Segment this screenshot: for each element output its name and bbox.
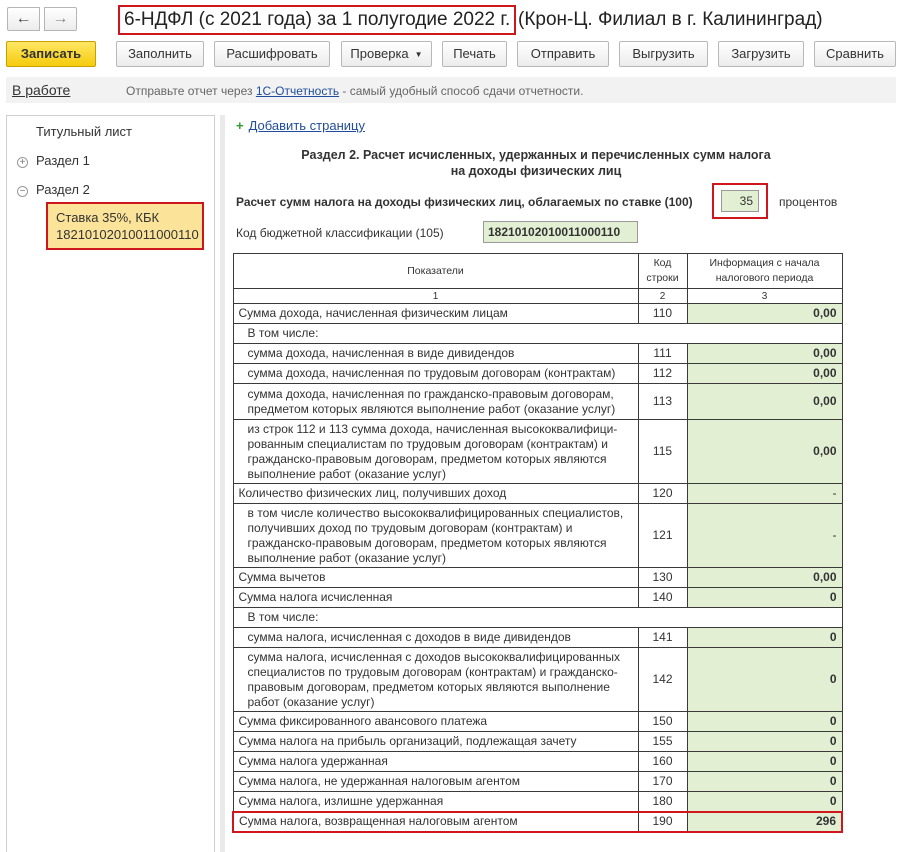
back-button[interactable] — [7, 7, 40, 31]
table-row — [233, 588, 842, 608]
table-row — [233, 484, 842, 504]
row-code: 180 — [638, 792, 687, 812]
collapse-minus-icon[interactable]: − — [17, 186, 28, 197]
row-value[interactable]: - — [687, 504, 842, 568]
check-dropdown-button[interactable] — [341, 41, 432, 67]
table-row — [233, 324, 842, 344]
column-number: 3 — [687, 289, 842, 304]
row-value[interactable]: 296 — [687, 812, 842, 832]
tree-item-label: Раздел 1 — [36, 153, 90, 168]
section-title — [256, 147, 816, 179]
row-value[interactable]: - — [687, 484, 842, 504]
row-value[interactable]: 0,00 — [687, 568, 842, 588]
row-code: 121 — [638, 504, 687, 568]
status-link[interactable]: В работе — [12, 82, 71, 98]
rate-highlight — [712, 183, 768, 219]
table-row-highlighted — [233, 812, 842, 832]
row-name: Сумма налога, излишне удержанная — [233, 792, 638, 812]
tree-item-section-2[interactable] — [17, 182, 90, 197]
row-code: 110 — [638, 304, 687, 324]
table-row — [233, 384, 842, 420]
panel-splitter[interactable] — [220, 115, 225, 852]
title-bar — [0, 0, 902, 40]
table-row — [233, 772, 842, 792]
rate-input[interactable]: 35 — [721, 190, 759, 212]
import-button[interactable]: Загрузить — [718, 41, 804, 67]
row-value[interactable]: 0,00 — [687, 344, 842, 364]
header-period-info — [687, 254, 842, 289]
fill-button[interactable]: Заполнить — [116, 41, 204, 67]
row-name: сумма налога, исчисленная с доходов в виде дивидендов — [233, 628, 638, 648]
kbk-label: Код бюджетной классификации (105) — [236, 226, 444, 240]
table-row — [233, 344, 842, 364]
info-text-before: Отправьте отчет через — [126, 84, 256, 98]
row-name: Сумма вычетов — [233, 568, 638, 588]
table-row — [233, 732, 842, 752]
header-period-info-1: Информация с начала — [709, 257, 820, 269]
compare-button[interactable]: Сравнить — [814, 41, 896, 67]
table-row — [233, 712, 842, 732]
tree-item-label: Раздел 2 — [36, 182, 90, 197]
table-row — [233, 792, 842, 812]
table-row — [233, 608, 842, 628]
export-button[interactable]: Выгрузить — [619, 41, 708, 67]
rate-unit: процентов — [779, 195, 838, 209]
row-name: Сумма фиксированного авансового платежа — [233, 712, 638, 732]
row-value[interactable]: 0,00 — [687, 364, 842, 384]
info-text-after: - самый удобный способ сдачи отчетности. — [339, 84, 584, 98]
section-title-line-2: на доходы физических лиц — [450, 164, 622, 178]
row-code: 141 — [638, 628, 687, 648]
row-name: из строк 112 и 113 сумма дохода, начисленная высококвалифици-рованным специалистам по трудовым договорам (контрактам) и гражданско-правовым договорам, предметом которых являются выполнение работ (оказание услуг) — [233, 420, 638, 484]
row-name: В том числе: — [233, 324, 842, 344]
row-name: сумма налога, исчисленная с доходов высококвалифицированных специалистов по трудовым договорам (контрактам) и гражданско-правовым договорам, предметом которых являются выполнение работ (оказание услуг) — [233, 648, 638, 712]
row-name: Сумма налога исчисленная — [233, 588, 638, 608]
row-name: в том числе количество высококвалифицированных специалистов, получивших доход по трудовым договорам (контрактам) и гражданско-правовым договорам, предметом которых являются выполнение работ (оказание услуг) — [233, 504, 638, 568]
tree-item-section-1[interactable] — [17, 153, 90, 168]
header-indicators: Показатели — [233, 254, 638, 289]
report-form — [226, 115, 902, 852]
row-name: сумма дохода, начисленная по гражданско-правовым договорам, предметом которых являются выполнение работ (оказание услуг) — [233, 384, 638, 420]
row-code: 155 — [638, 732, 687, 752]
row-code: 113 — [638, 384, 687, 420]
table-row — [233, 752, 842, 772]
window-title-organization: (Крон-Ц. Филиал в г. Калининград) — [518, 9, 823, 30]
indicators-table — [232, 253, 843, 833]
column-number: 1 — [233, 289, 638, 304]
row-value[interactable]: 0 — [687, 712, 842, 732]
add-page-link[interactable] — [236, 118, 365, 133]
row-code: 150 — [638, 712, 687, 732]
add-page-label: Добавить страницу — [248, 118, 365, 133]
row-value[interactable]: 0 — [687, 792, 842, 812]
row-name: Сумма налога, возвращенная налоговым агентом — [233, 812, 638, 832]
tree-item-line-2: 18210102010011000110 — [56, 227, 199, 242]
check-button-label: Проверка — [350, 46, 409, 61]
plus-icon: + — [236, 118, 244, 133]
table-header-row — [233, 254, 842, 289]
print-button[interactable]: Печать — [442, 41, 507, 67]
kbk-input[interactable]: 18210102010011000110 — [483, 221, 638, 243]
row-code: 115 — [638, 420, 687, 484]
table-row — [233, 628, 842, 648]
table-row — [233, 364, 842, 384]
table-row — [233, 304, 842, 324]
save-button[interactable]: Записать — [6, 41, 96, 67]
reporting-service-link[interactable]: 1С-Отчетность — [255, 84, 340, 98]
row-value[interactable]: 0 — [687, 648, 842, 712]
row-code: 120 — [638, 484, 687, 504]
row-code: 140 — [638, 588, 687, 608]
header-line-code-1: Код — [653, 257, 672, 269]
info-bar — [6, 77, 896, 103]
row-code: 130 — [638, 568, 687, 588]
rate-label: Расчет сумм налога на доходы физических лиц, облагаемых по ставке (100) — [236, 195, 693, 209]
row-value[interactable]: 0 — [687, 772, 842, 792]
row-code: 112 — [638, 364, 687, 384]
row-value[interactable]: 0 — [687, 628, 842, 648]
table-row — [233, 504, 842, 568]
tree-item-line-1: Ставка 35%, КБК — [56, 210, 160, 225]
row-name: Сумма налога, не удержанная налоговым агентом — [233, 772, 638, 792]
row-name: Сумма налога на прибыль организаций, подлежащая зачету — [233, 732, 638, 752]
column-number: 2 — [638, 289, 687, 304]
header-period-info-2: налогового периода — [715, 272, 814, 284]
decode-button[interactable]: Расшифровать — [214, 41, 330, 67]
window-title: 6-НДФЛ (с 2021 года) за 1 полугодие 2022 г. — [118, 5, 516, 35]
header-line-code-2: строки — [646, 272, 679, 284]
row-code: 190 — [638, 812, 687, 832]
row-code: 111 — [638, 344, 687, 364]
send-button[interactable]: Отправить — [517, 41, 609, 67]
section-title-line-1: Раздел 2. Расчет исчисленных, удержанных и перечисленных сумм налога — [301, 148, 771, 162]
row-code: 142 — [638, 648, 687, 712]
info-message — [126, 84, 583, 98]
tree-item-title-page[interactable]: Титульный лист — [36, 124, 133, 139]
row-name: Сумма дохода, начисленная физическим лицам — [233, 304, 638, 324]
expand-plus-icon[interactable]: + — [17, 157, 28, 168]
row-name: сумма дохода, начисленная в виде дивидендов — [233, 344, 638, 364]
row-value[interactable]: 0,00 — [687, 384, 842, 420]
row-code: 170 — [638, 772, 687, 792]
header-line-code — [638, 254, 687, 289]
row-value[interactable]: 0,00 — [687, 304, 842, 324]
sections-tree — [6, 115, 215, 852]
arrow-right-icon: → — [52, 10, 69, 27]
forward-button[interactable] — [44, 7, 77, 31]
row-name: В том числе: — [233, 608, 842, 628]
row-code: 160 — [638, 752, 687, 772]
row-name: сумма дохода, начисленная по трудовым договорам (контрактам) — [233, 364, 638, 384]
row-value[interactable]: 0 — [687, 588, 842, 608]
row-name: Сумма налога удержанная — [233, 752, 638, 772]
row-value[interactable]: 0 — [687, 752, 842, 772]
table-column-numbers — [233, 289, 842, 304]
arrow-left-icon: ← — [15, 10, 32, 27]
tree-item-rate-35-kbk[interactable] — [46, 202, 204, 250]
caret-down-icon: ▼ — [414, 49, 423, 59]
row-value[interactable]: 0,00 — [687, 420, 842, 484]
table-row — [233, 648, 842, 712]
row-value[interactable]: 0 — [687, 732, 842, 752]
table-row — [233, 420, 842, 484]
row-name: Количество физических лиц, получивших доход — [233, 484, 638, 504]
toolbar — [0, 40, 902, 70]
table-row — [233, 568, 842, 588]
